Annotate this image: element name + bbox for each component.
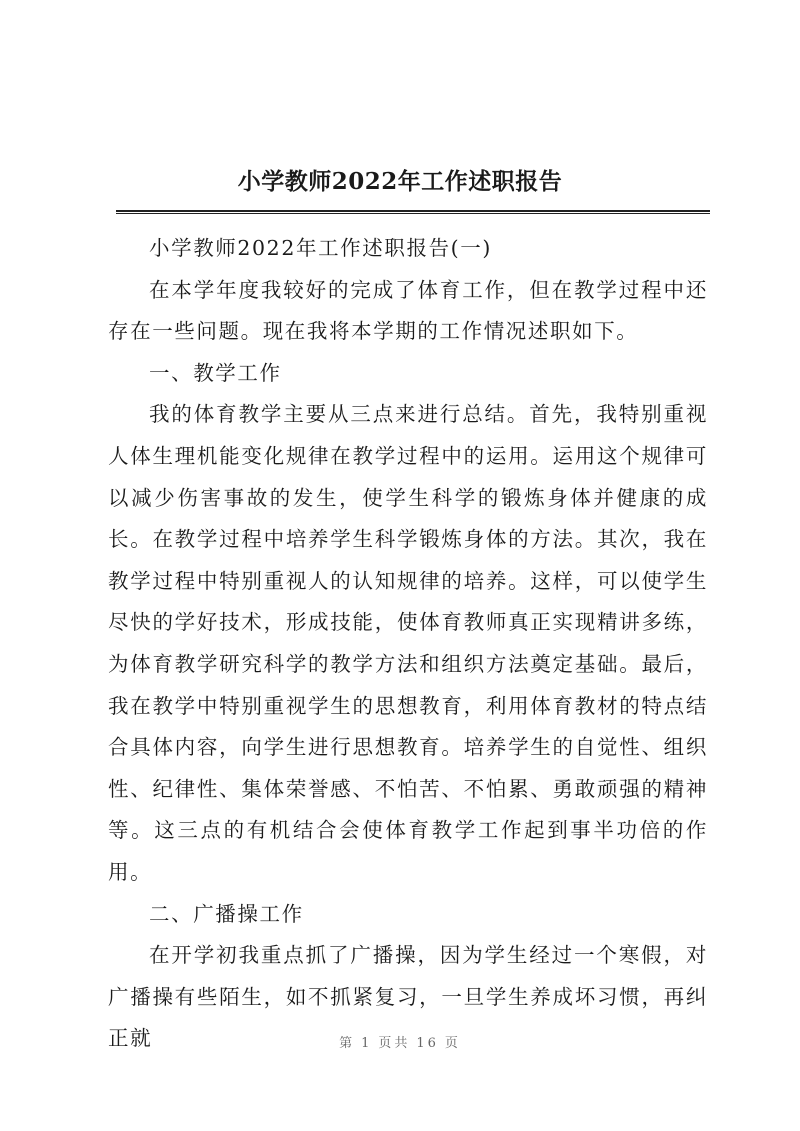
intro-paragraph: 在本学年度我较好的完成了体育工作，但在教学过程中还存在一些问题。现在我将本学期的工作情况述职如下。	[108, 277, 708, 344]
section-heading-exercise: 二、广播操工作	[149, 901, 304, 926]
document-title: 小学教师2022年工作述职报告	[237, 168, 563, 195]
footer-middle: 页共	[378, 1036, 411, 1051]
title-divider	[116, 210, 710, 214]
document-body	[108, 228, 708, 1060]
footer-prefix: 第	[339, 1036, 356, 1051]
section-heading-teaching: 一、教学工作	[149, 360, 282, 385]
section-heading-report: 小学教师2022年工作述职报告(一)	[149, 236, 492, 260]
teaching-paragraph: 我的体育教学主要从三点来进行总结。首先，我特别重视人体生理机能变化规律在教学过程中的运用。运用这个规律可以减少伤害事故的发生，使学生科学的锻炼身体并健康的成长。在教学过程中培养学生科学锻炼身体的方法。其次，我在教学过程中特别重视人的认知规律的培养。这样，可以使学生尽快的学好技术，形成技能，使体育教师真正实现精讲多练，为体育教学研究科学的教学方法和组织方法奠定基础。最后，我在教学中特别重视学生的思想教育，利用体育教材的特点结合具体内容，向学生进行思想教育。培养学生的自觉性、组织性、纪律性、集体荣誉感、不怕苦、不怕累、勇敢顽强的精神等。这三点的有机结合会使体育教学工作起到事半功倍的作用。	[108, 402, 708, 884]
footer-total-pages: 16	[416, 1036, 439, 1051]
page-footer	[0, 1032, 800, 1051]
footer-page-number: 1	[361, 1036, 373, 1051]
exercise-paragraph: 在开学初我重点抓了广播操，因为学生经过一个寒假，对广播操有些陌生，如不抓紧复习，一旦学生养成坏习惯，再纠正就	[108, 943, 708, 1051]
footer-suffix: 页	[444, 1036, 461, 1051]
